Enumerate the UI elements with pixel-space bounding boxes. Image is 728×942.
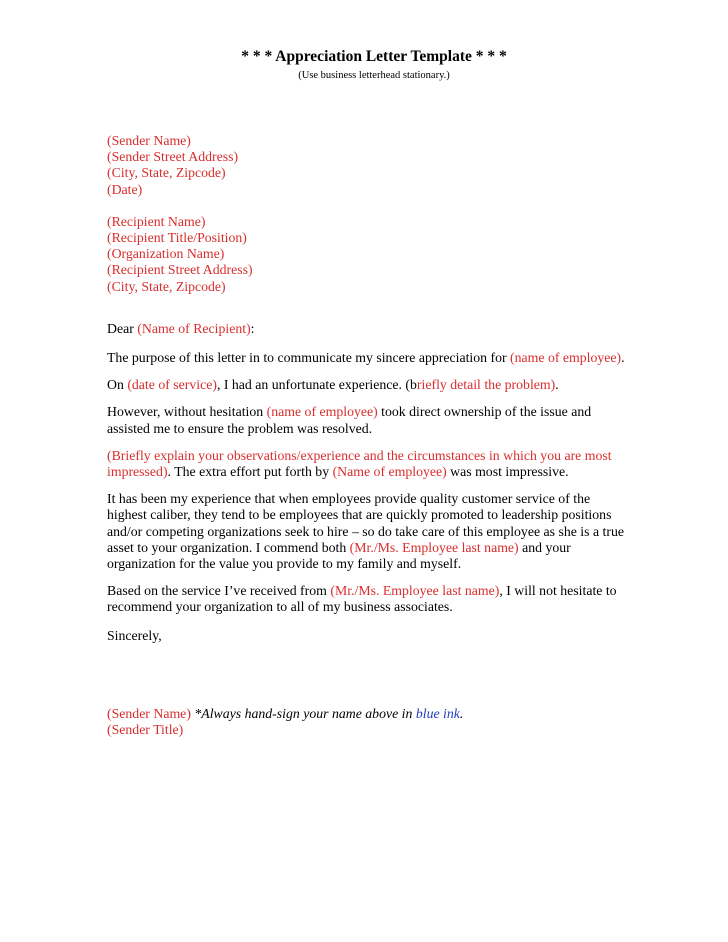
sender-city: (City, State, Zipcode) (107, 165, 226, 181)
paragraph-ownership (107, 404, 632, 436)
sender-name: (Sender Name) (107, 133, 191, 148)
p1-text: The purpose of this letter in to communicate my sincere appreciation for (107, 350, 511, 366)
recipient-city: (City, State, Zipcode) (107, 278, 226, 294)
paragraph-recommend (107, 583, 632, 615)
signature-line (107, 706, 632, 722)
p3-t2: took direct ownership of the issue and assisted me to ensure the problem was resolved. (107, 404, 592, 436)
p5-t2: and your organization for the value you provide to my family and myself. (107, 539, 571, 572)
p5-placeholder: (Mr./Ms. Employee last name) (349, 539, 519, 555)
p2-problem-placeholder: riefly detail the problem) (416, 377, 556, 393)
sender-address-block (107, 133, 632, 198)
paragraph-observations (107, 448, 632, 480)
signature-dot: . (459, 705, 464, 721)
letter-body (107, 133, 632, 738)
p1-end: . (621, 350, 625, 366)
page-title: * * * Appreciation Letter Template * * * (241, 48, 507, 65)
p3-t1: However, without hesitation (107, 404, 267, 420)
signature-block (107, 706, 632, 738)
p6-t1: Based on the service I’ve received from (107, 583, 331, 599)
recipient-title: (Recipient Title/Position) (107, 230, 247, 246)
signature-name: (Sender Name (107, 705, 187, 721)
p6-t2: , I will not hesitate to recommend your organization to all of my business associates. (107, 583, 617, 615)
salutation (107, 321, 632, 337)
signature-note: *Always hand-sign your name above in (190, 705, 416, 721)
p2-date-placeholder: (date of service) (127, 377, 217, 393)
recipient-org: (Organization Name) (107, 246, 225, 262)
page-subtitle: (Use business letterhead stationary.) (298, 70, 450, 81)
salutation-recipient: (Name of Recipient) (137, 320, 251, 336)
salutation-dear: Dear (107, 320, 138, 336)
paragraph-experience (107, 491, 632, 572)
signature-paren: ) (186, 705, 191, 721)
p4-employee-placeholder: (Name of employee) (332, 464, 447, 480)
signature-title: (Sender Title) (107, 722, 184, 738)
paragraph-date-of-service (107, 377, 632, 393)
recipient-name: (Recipient Name) (107, 213, 206, 229)
p3-placeholder: (name of employee) (266, 404, 378, 420)
p5-t1: It has been my experience that when employees provide quality customer service of the highest caliber, they tend to be employees that are quickly promoted to leadership positions and/or competing organizations seek to hire – so do take care of this employee as she is a true asset to your organization. I commend both (107, 491, 624, 555)
sender-street: (Sender Street Address) (107, 149, 239, 165)
p2-t1: On (107, 377, 128, 393)
recipient-address-block (107, 214, 632, 295)
p2-t3: . (555, 377, 559, 393)
salutation-colon: : (250, 320, 255, 336)
p2-b: b (410, 377, 417, 393)
p4-t2: was most impressive. (446, 464, 569, 480)
p4-t1: . The extra effort put forth by (167, 464, 333, 480)
p1-placeholder: (name of employee) (510, 350, 622, 366)
paragraph-purpose (107, 350, 632, 366)
sender-date: (Date) (107, 181, 143, 197)
recipient-street: (Recipient Street Address) (107, 262, 253, 278)
closing: Sincerely, (107, 627, 162, 643)
signature-ink: blue ink (415, 705, 460, 721)
p4-observations-placeholder: (Briefly explain your observations/experience and the circumstances in which you are most impressed) (107, 447, 612, 480)
p6-placeholder: (Mr./Ms. Employee last name) (330, 583, 500, 599)
p2-t2: , I had an unfortunate experience. ( (216, 377, 411, 393)
